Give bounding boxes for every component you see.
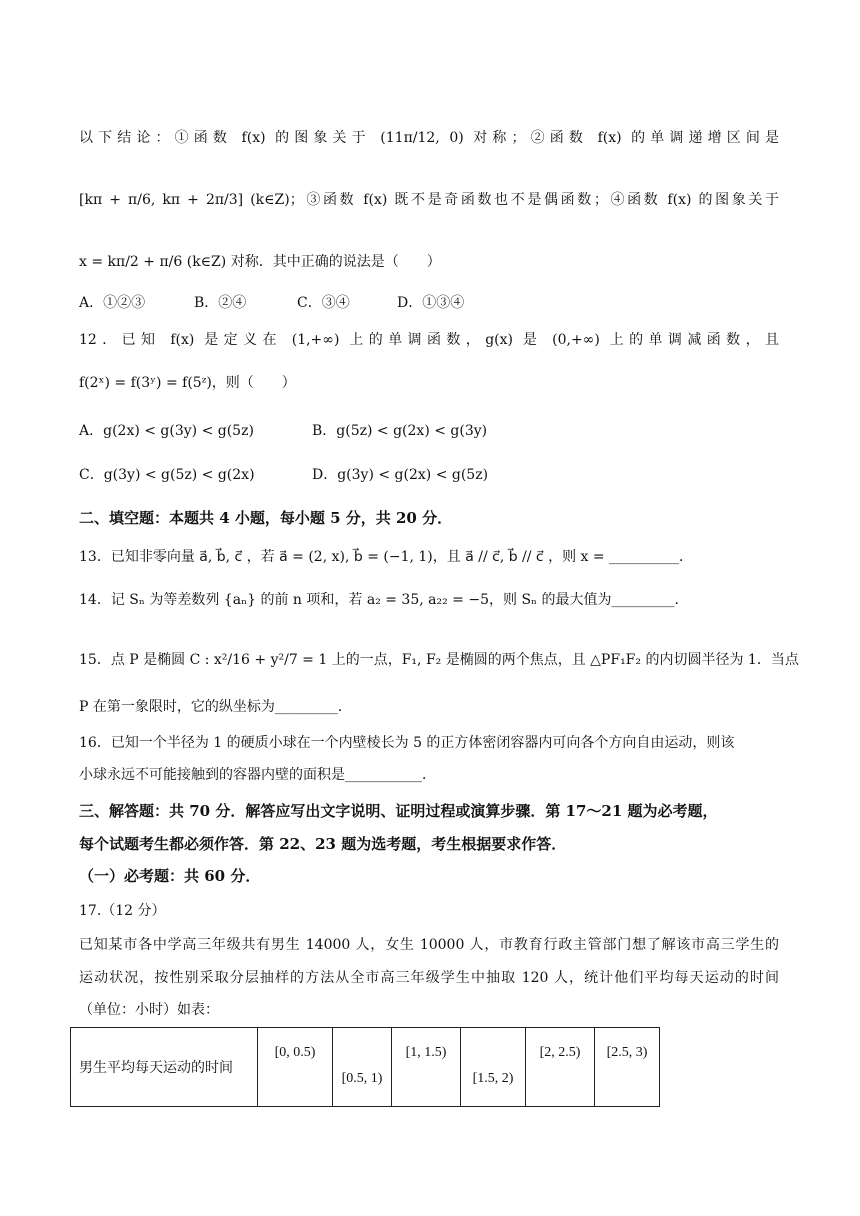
table-row-header: 男生平均每天运动的时间 (71, 1028, 258, 1107)
section-3-heading-line-1: 三、解答题：共 70 分．解答应写出文字说明、证明过程或演算步骤．第 17～21 题为必考题， (79, 802, 718, 820)
section-2-heading: 二、填空题：本题共 4 小题，每小题 5 分，共 20 分． (79, 509, 453, 527)
q17-text-line-2: 运动状况，按性别采取分层抽样的方法从全市高三年级学生中抽取 120 人，统计他们平均每天运动的时间 (79, 970, 779, 986)
subsection-required-heading: （一）必考题：共 60 分． (79, 867, 261, 885)
q17-header: 17.（12 分） (79, 903, 166, 919)
q15-text-line-2: P 在第一象限时，它的纵坐标为_________． (79, 699, 352, 715)
exercise-time-table (70, 1027, 660, 1107)
table-cell: [0, 0.5) (258, 1028, 333, 1107)
q17-text-line-3: （单位：小时）如表： (79, 1002, 219, 1018)
q11-option-a: A．①②③ (79, 295, 146, 311)
table-cell: [2.5, 3) (595, 1028, 660, 1107)
q16-text-line-1: 16．已知一个半径为 1 的硬质小球在一个内壁棱长为 5 的正方体密闭容器内可向各个方向自由运动，则该 (79, 735, 735, 751)
table-cell: [1, 1.5) (392, 1028, 461, 1107)
q12-stem-line-1: 12．已知 f(x) 是定义在 (1,+∞) 上的单调函数，g(x) 是 (0,+∞) 上的单调减函数，且 (79, 332, 779, 348)
q12-option-b: B．g(5z) < g(2x) < g(3y) (312, 423, 488, 439)
q11-line-1: 以下结论：①函数 f(x) 的图象关于 (11π/12, 0) 对称；②函数 f(x) 的单调递增区间是 (79, 130, 779, 146)
q14-text: 14．记 Sₙ 为等差数列 {aₙ} 的前 n 项和，若 a₂ = 35, a₂₂ = −5，则 Sₙ 的最大值为_________． (79, 592, 689, 608)
q11-option-b: B．②④ (194, 295, 247, 311)
table-cell: [1.5, 2) (461, 1028, 526, 1107)
q12-option-c: C．g(3y) < g(5z) < g(2x) (79, 467, 255, 483)
q12-option-d: D．g(3y) < g(2x) < g(5z) (312, 467, 489, 483)
q11-line-3: x = kπ/2 + π/6 (k∈Z) 对称．其中正确的说法是（ ） (79, 254, 441, 270)
q16-text-line-2: 小球永远不可能接触到的容器内壁的面积是___________． (79, 767, 436, 783)
q12-stem-line-2: f(2ˣ) = f(3ʸ) = f(5ᶻ)，则（ ） (79, 375, 296, 391)
q13-text: 13．已知非零向量 a⃗, b⃗, c⃗ ，若 a⃗ = (2, x), b⃗ = (−1, 1)，且 a⃗ // c⃗, b⃗ // c⃗ ，则 x = __________． (79, 549, 694, 565)
q15-text-line-1: 15．点 P 是椭圆 C : x²/16 + y²/7 = 1 上的一点，F₁, F₂ 是椭圆的两个焦点，且 △PF₁F₂ 的内切圆半径为 1．当点 (79, 652, 799, 668)
q11-option-d: D．①③④ (397, 295, 465, 311)
table-cell: [2, 2.5) (526, 1028, 595, 1107)
table-row (71, 1028, 660, 1107)
q12-option-a: A．g(2x) < g(3y) < g(5z) (79, 423, 254, 439)
q11-option-c: C．③④ (297, 295, 350, 311)
section-3-heading-line-2: 每个试题考生都必须作答．第 22、23 题为选考题，考生根据要求作答． (79, 835, 567, 853)
q11-line-2: [kπ + π/6, kπ + 2π/3] (k∈Z)；③函数 f(x) 既不是奇函数也不是偶函数；④函数 f(x) 的图象关于 (79, 192, 779, 208)
table-cell: [0.5, 1) (333, 1028, 392, 1107)
q17-text-line-1: 已知某市各中学高三年级共有男生 14000 人，女生 10000 人，市教育行政主管部门想了解该市高三学生的 (79, 937, 779, 953)
